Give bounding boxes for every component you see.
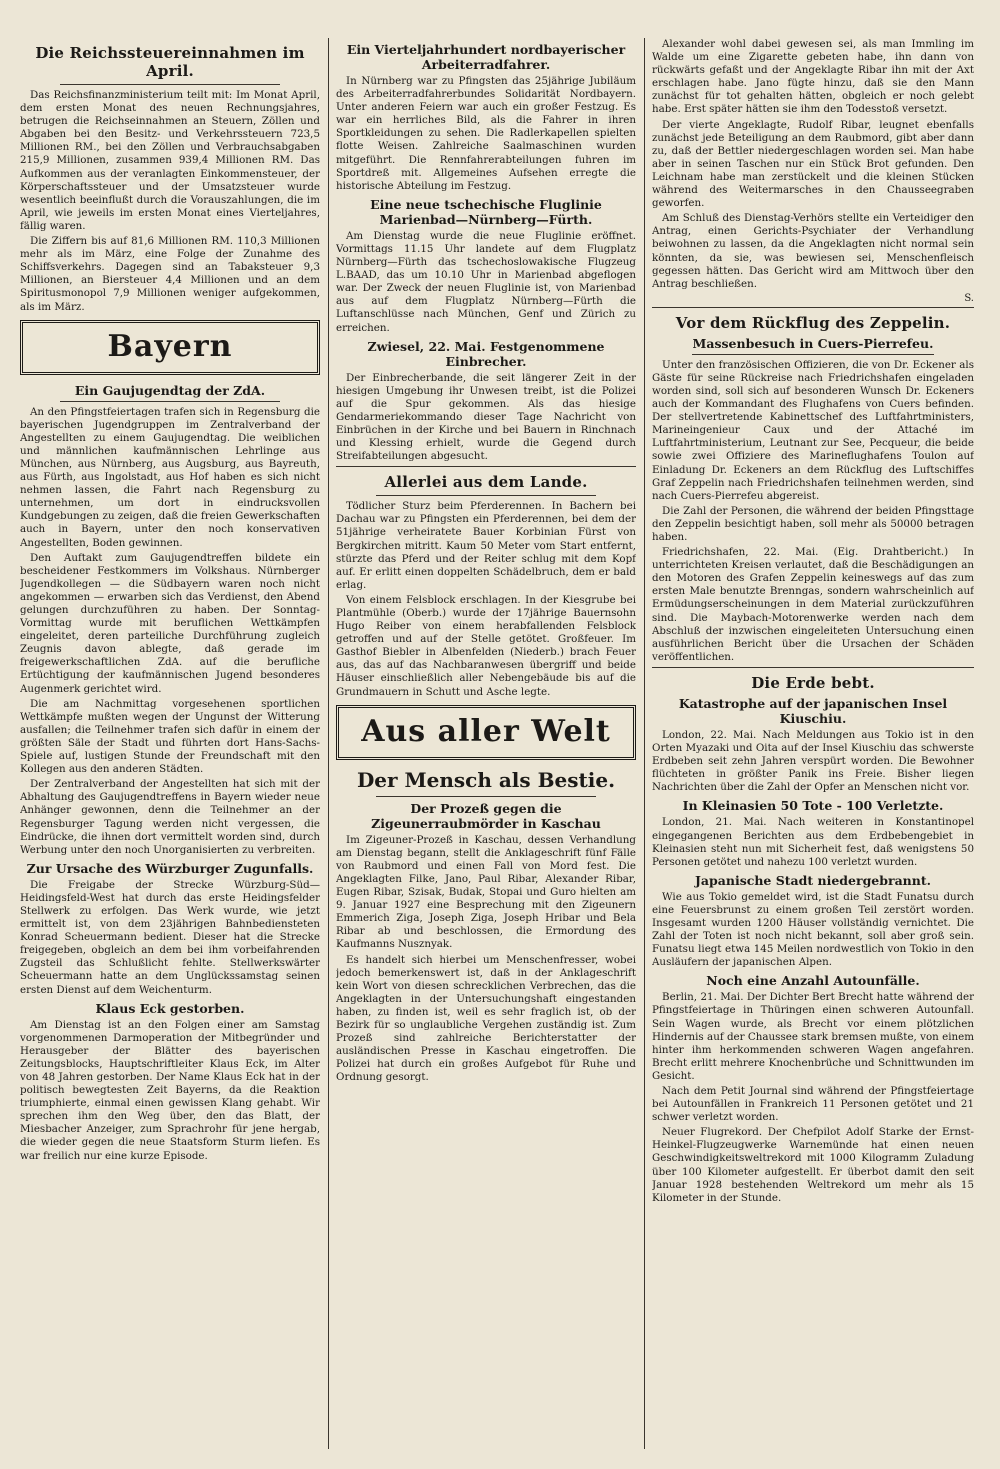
headline-rule [60,401,280,402]
headline-autounfaelle: Noch eine Anzahl Autounfälle. [706,973,920,989]
article-paragraph: Alexander wohl dabei gewesen sei, als man Immling im Walde um eine Zigarette gebeten habe, ihn dann von rückwärts gefaßt und der Angeklagte Ribar ihn mit der Axt erschlagen habe. Jano fügte hinzu, daß sie den Mann zunächst für tot gehalten hätten, obgleich er noch gelebt habe. Erst später hätten sie ihm den Todesstoß versetzt. [652,38,974,116]
headline-allerlei: Allerlei aus dem Lande. [384,473,588,492]
article-paragraph: Der Einbrecherbande, die seit längerer Zeit in der hiesigen Umgebung ihr Unwesen treibt, ist die Polizei auf die Spur gekommen. Als das hiesige Gendarmeriekommando dieser Tage Nachricht von Einbrüchen in der Kirche und bei Bauern in Rinchnach und Klessing erhielt, wurde die Gegend durch Streifabteilungen abgesucht. [336,371,636,463]
headline-mensch-als-bestie: Der Mensch als Bestie. [356,767,616,792]
headline-japanische-stadt: Japanische Stadt niedergebrannt. [695,872,931,888]
section-banner-bayern: Bayern [20,320,320,375]
article-paragraph: Den Auftakt zum Gaujugendtreffen bildete ein bescheidener Festkommers im Volkshaus. Nürnberger Jugendkollegen — die Südbayern waren noch nicht angekommen — erwarben sich das Verdienst, den Abend gelungen durchzuführen zu haben. Der Sonntag-Vormittag wurde mit beruflichen Wettkämpfen eingeleitet, deren parteiliche Durchführung zugleich Zeugnis davon ablegte, daß gerade im freigewerkschaftlichen ZdA. auf die berufliche Ertüchtigung der kaufmännischen Jugend besonderes Augenmerk gerichtet wird. [20,551,320,695]
article-paragraph: Das Reichsfinanzministerium teilt mit: Im Monat April, dem ersten Monat des neuen Rechnungsjahres, betrugen die Reichseinnahmen an Steuern, Zöllen und Abgaben bei den Besitz- und Verkehrssteuern 723,5 Millionen RM., bei den Zöllen und Verbrauchsabgaben 215,9 Millionen, zusammen 939,4 Millionen RM. Das Aufkommen aus der veranlagten Einkommensteuer, der Körperschaftssteuer und der Umsatzsteuer wurde wesentlich beeinflußt durch die Vorauszahlungen, die im April, wie jeweils im ersten Monat eines Vierteljahres, fällig waren. [20,89,320,232]
headline-rule [376,495,596,496]
article-paragraph: Von einem Felsblock erschlagen. In der Kiesgrube bei Plantmühle (Oberb.) wurde der 17jährige Bauernsohn Hugo Reiber von einem herabfallenden Felsblock getroffen und auf der Stelle getötet. Großfeuer. Im Gasthof Biebler in Albenfelden (Niederb.) brach Feuer aus, das auf das Nachbaranwesen übergriff und beide Häuser einschließlich aller Nebengebäude bis auf die Grundmauern in Schutt und Asche legte. [336,593,636,698]
article-paragraph: Die Freigabe der Strecke Würzburg-Süd—Heidingsfeld-West hat durch das erste Heidingsfelder Stellwerk zu erfolgen. Das Werk wurde, wie jetzt ermittelt ist, von dem 23jährigen Bahnbediensteten Konrad Scheuermann bedient. Dieser hat die Strecke freigegeben, obgleich an dem bei ihm vorbeifahrenden Zugsteil das Schlußlicht fehlte. Stellwerkswärter Scheuermann hatte an dem Unglückssamstag seinen ersten Dienst auf dem Weichenturm. [20,878,320,996]
headline-einbrecher: Zwiesel, 22. Mai. Festgenommene Einbrecher. [367,338,605,369]
subheadline-kiuschiu: Katastrophe auf der japanischen Insel Kiuschiu. [678,695,948,726]
headline-zigeunerprozess: Der Prozeß gegen die Zigeunerraubmörder in Kaschau [371,800,601,831]
article-paragraph: Die Ziffern bis auf 81,6 Millionen RM. 110,3 Millionen mehr als im März, eine Folge der Zunahme des Schiffsverkehrs. Dagegen sind an Tabaksteuer 9,3 Millionen, an Biersteuer 4,4 Millionen und an dem Spiritusmonopol 7,9 Millionen weniger aufgekommen, als im März. [20,235,320,313]
article-paragraph: Berlin, 21. Mai. Der Dichter Bert Brecht hatte während der Pfingstfeiertage in Thüringen einen schweren Autounfall. Sein Wagen wurde, als Brecht vor einem plötzlichen Hindernis auf der Chaussee stark bremsen mußte, von einem hinter ihm herkommenden schweren Wagen angefahren. Brecht erlitt mehrere Knochenbrüche und Schnittwunden im Gesicht. [652,991,974,1082]
article-paragraph: Tödlicher Sturz beim Pferderennen. In Bachern bei Dachau war zu Pfingsten ein Pferderennen, bei dem der 51jährige verheiratete Bauer Korbinian Fürst von Bergkirchen mitritt. Kaum 50 Meter vom Start entfernt, stürzte das Pferd und der Reiter schlug mit dem Kopf auf. Er erlitt einen doppelten Schädelbruch, dem er bald erlag. [336,500,636,591]
headline-klaus-eck: Klaus Eck gestorben. [95,1000,245,1016]
column-3 [652,38,974,1207]
column-1 [20,38,320,1165]
article-paragraph: Neuer Flugrekord. Der Chefpilot Adolf Starke der Ernst-Heinkel-Flugzeugwerke Warnemünde hat einen neuen Geschwindigkeitsweltrekord mit 1000 Kilogramm Zuladung über 100 Kilometer aufgestellt. Er überbot damit den seit Januar 1928 bestehenden Weltrekord um mehr als 15 Kilometer in der Stunde. [652,1126,974,1204]
section-rule [336,466,636,467]
headline-zugunfall: Zur Ursache des Würzburger Zugunfalls. [26,860,314,876]
article-paragraph: Die Zahl der Personen, die während der beiden Pfingsttage den Zeppelin besichtigt haben, soll mehr als 50000 betragen haben. [652,504,974,543]
article-paragraph: London, 22. Mai. Nach Meldungen aus Tokio ist in den Orten Myazaki und Oita auf der Insel Kiuschiu das schwerste Erdbeben seit zehn Jahren verspürt worden. Die Bewohner flüchteten in größter Panik ins Freie. Bisher liegen Nachrichten über die Zahl der Opfer an Menschen nicht vor. [652,728,974,794]
article-paragraph: Am Dienstag wurde die neue Fluglinie eröffnet. Vormittags 11.15 Uhr landete auf dem Flugplatz Nürnberg—Fürth das tschechoslowakische Flugzeug L.BAAD, das um 10.10 Uhr in Marienbad abgeflogen war. Der Zweck der neuen Fluglinie ist, von Marienbad aus auf dem Flugplatz Nürnberg—Fürth die Luftanschlüsse nach München, Genf und Zürich zu erreichen. [336,229,636,334]
article-paragraph: Am Dienstag ist an den Folgen einer am Samstag vorgenommenen Darmoperation der Mitbegründer und Herausgeber der Blätter des bayerischen Zeitungsblocks, Hauptschriftleiter Klaus Eck, im Alter von 48 Jahren gestorben. Der Name Klaus Eck hat in der politisch bewegtesten Zeit Bayerns, da die Reaktion triumphierte, einmal einen gewissen Klang gehabt. Wir sprechen ihm den Weg über, den das Blatt, der Miesbacher Anzeiger, zum Sprachrohr für jene hergab, die wieder gegen die neue Staatsform Sturm liefen. Es war freilich nur eine kurze Episode. [20,1018,320,1162]
article-paragraph: Es handelt sich hierbei um Menschenfresser, wobei jedoch bemerkenswert ist, daß in der Anklageschrift kein Wort von diesen schrecklichen Verbrechen, das die Angeklagten in der Untersuchungshaft eingestanden haben, zu finden ist, weil es sehr fraglich ist, ob der Bezirk für so unglaubliche Vergehen zuständig ist. Zum Prozeß sind zahlreiche Berichterstatter der ausländischen Presse in Kaschau eingetroffen. Die Polizei hat durch ein großes Aufgebot für Ruhe und Ordnung gesorgt. [336,953,636,1084]
headline-rule [692,354,934,355]
article-paragraph: Wie aus Tokio gemeldet wird, ist die Stadt Funatsu durch eine Feuersbrunst zu einem großen Teil zerstört worden. Insgesamt wurden 1200 Häuser vollständig vernichtet. Die Zahl der Toten ist noch nicht bekannt, soll aber groß sein. Funatsu liegt etwa 145 Meilen nordwestlich von Tokio in den Ausläufern der japanischen Alpen. [652,890,974,969]
article-paragraph: Unter den französischen Offizieren, die von Dr. Eckener als Gäste für seine Rückreise nach Friedrichshafen eingeladen worden sind, soll sich auf besonderen Wunsch Dr. Eckeners auch der Kommandant des Flughafens von Cuers befinden. Der stellvertretende Kabinettschef des Luftfahrtministers, Marineingenieur Caux und der Attaché im Luftfahrtministerium, Leutnant zur See, Pecqueur, die beide sowie zwei Offiziere des Marineflughafens Toulon auf Einladung Dr. Eckeners an dem Rückflug des Luftschiffes Graf Zeppelin nach Friedrichshafen teilnehmen werden, sind nach Cuers-Pierrefeu abgereist. [652,358,974,502]
article-paragraph: Der Zentralverband der Angestellten hat sich mit der Abhaltung des Gaujugendtreffens in Bayern wieder neue Anhänger gewonnen, denn die Teilnehmer an der Regensburger Tagung werden nicht vergessen, die Eindrücke, die ihnen dort vermittelt worden sind, durch Werbung unter den noch Unorganisierten zu verbreiten. [20,778,320,856]
article-paragraph: Die am Nachmittag vorgesehenen sportlichen Wettkämpfe mußten wegen der Ungunst der Witterung ausfallen; die Teilnehmer trafen sich dafür in einem der größten Säle der Stadt und führten dort Hans-Sachs-Spiele auf, lustigen Stunde der Freundschaft mit den Kollegen aus den anderen Städten. [20,697,320,776]
column-2 [336,38,636,1086]
column-divider [644,38,645,1449]
subheadline-cuers: Massenbesuch in Cuers-Pierrefeu. [692,335,934,351]
section-rule [652,667,974,668]
article-paragraph: An den Pfingstfeiertagen trafen sich in Regensburg die bayerischen Jugendgruppen im Zentralverband der Angestellten zu einem Gaujugendtag. Die weiblichen und männlichen kaufmännischen Lehrlinge aus München, aus Nürnberg, aus Augsburg, aus Bayreuth, aus Fürth, aus Ingolstadt, aus Hof haben es sich nicht nehmen lassen, die Fahrt nach Regensburg zu unternehmen, um dort in eindrucksvollen Kundgebungen zu zeigen, daß die freien Gewerkschaften auch in Bayern, unter den noch konservativen Angestellten, Boden gewinnen. [20,405,320,549]
article-paragraph: In Nürnberg war zu Pfingsten das 25jährige Jubiläum des Arbeiterradfahrerbundes Solidarität Nordbayern. Unter anderen Feiern war auch ein großer Festzug. Es war ein herrliches Bild, als die Fahrer in ihren Sportkleidungen zu sehen. Die Radlerkapellen spielten flotte Weisen. Zahlreiche Saalmaschinen wurden mitgeführt. Die Rennfahrerabteilungen fuhren im Sportdreß mit. Allgemeines Aufsehen erregte die historische Abteilung im Festzug. [336,75,636,192]
headline-kleinasien: In Kleinasien 50 Tote - 100 Verletzte. [682,798,944,814]
article-paragraph: Am Schluß des Dienstag-Verhörs stellte ein Verteidiger den Antrag, einen Gerichts-Psychiater der Verhandlung beiwohnen zu lassen, da die Angeklagten nicht normal sein könnten, da sie, was bewiesen sei, Menschenfleisch gegessen hätten. Das Gericht wird am Mittwoch über den Antrag beschließen. [652,212,974,290]
headline-fluglinie: Eine neue tschechische Fluglinie Marienbad—Nürnberg—Fürth. [370,196,602,227]
section-rule [652,307,974,308]
headline-rule [376,796,596,797]
headline-erde-bebt: Die Erde bebt. [751,673,875,692]
article-signature: S. [964,292,974,304]
article-paragraph: Nach dem Petit Journal sind während der Pfingstfeiertage bei Autounfällen in Frankreich 11 Personen getötet und 21 schwer verletzt worden. [652,1085,974,1124]
headline-rule [60,84,280,85]
column-divider [328,38,329,1449]
headline-gaujugendtag: Ein Gaujugendtag der ZdA. [74,382,266,398]
section-banner-aus-aller-welt: Aus aller Welt [336,705,636,760]
article-paragraph: Im Zigeuner-Prozeß in Kaschau, dessen Verhandlung am Dienstag begann, stellt die Anklageschrift fünf Fälle von Raubmord und einen Fall von Mord fest. Die Angeklagten Filke, Jano, Paul Ribar, Alexander Ribar, Eugen Ribar, Szisak, Budak, Stopai und Guro hielten am 9. Januar 1927 eine Besprechung mit den Zigeunern Emmerich Ziga, Joseph Ziga, Joseph Hribar und Bela Ribar ab und beschlossen, die Ermordung des Kaufmanns Nusznyak. [336,833,636,951]
headline-reichssteuer: Die Reichssteuereinnahmen im April. [35,44,305,80]
article-paragraph: Friedrichshafen, 22. Mai. (Eig. Drahtbericht.) In unterrichteten Kreisen verlautet, daß die Beschädigungen an den Motoren des Grafen Zeppelin keineswegs auf das zum ersten Male benutzte Brenngas, sondern wahrscheinlich auf Ermüdungserscheinungen in dem Material zurückzuführen sind. Die Maybach-Motorenwerke werden nach dem Abschluß der inzwischen eingeleiteten Untersuchung einen ausführlichen Bericht über die Ursachen der Schäden veröffentlichen. [652,546,974,663]
headline-arbeiterradfahrer: Ein Vierteljahrhundert nordbayerischer Arbeiterradfahrer. [346,42,626,72]
headline-zeppelin: Vor dem Rückflug des Zeppelin. [675,313,951,332]
article-paragraph: Der vierte Angeklagte, Rudolf Ribar, leugnet ebenfalls zunächst jede Beteiligung an dem Raubmord, gibt aber dann zu, daß der Bettler niedergeschlagen worden sei. Man habe aber in seinen Taschen nur ein Stück Brot gefunden. Den Leichnam habe man zerstückelt und die kleinen Stücken während des Weitermarsches in den Chausseegraben geworfen. [652,118,974,210]
article-paragraph: London, 21. Mai. Nach weiteren in Konstantinopel eingegangenen Berichten aus dem Erdbebengebiet in Kleinasien steht nun mit Sicherheit fest, daß wenigstens 50 Personen getötet und nahezu 100 verletzt wurden. [652,816,974,868]
